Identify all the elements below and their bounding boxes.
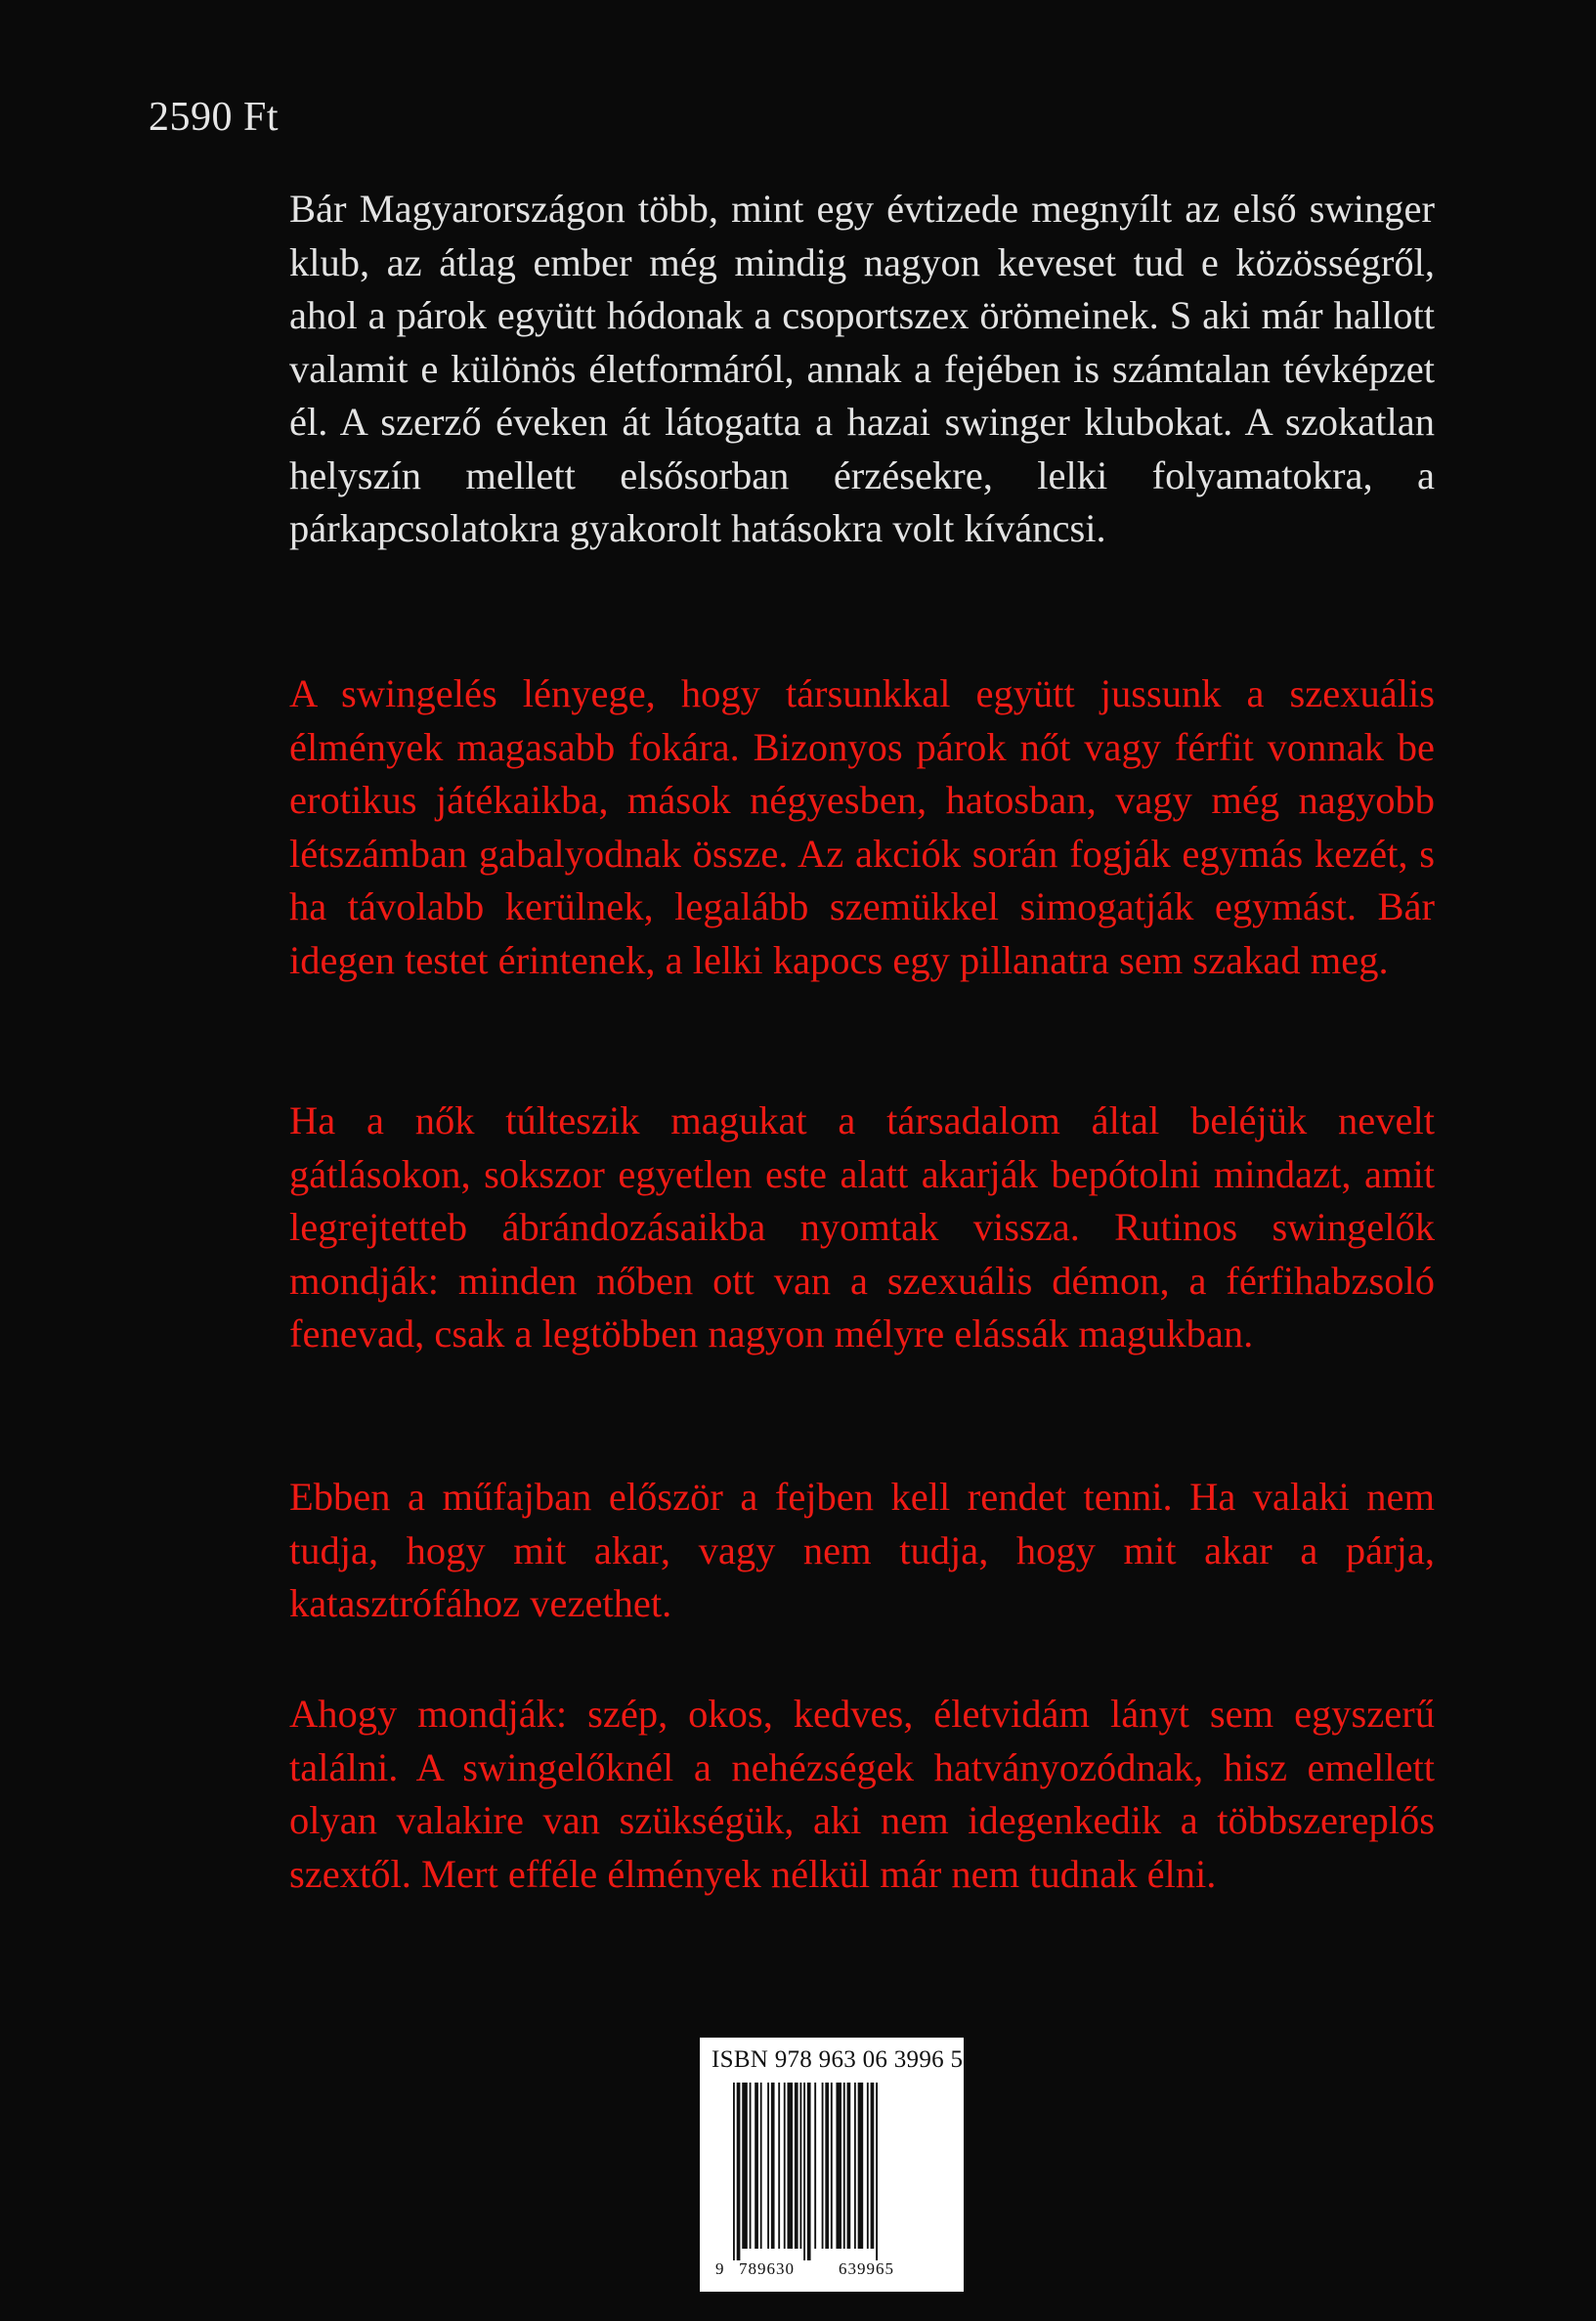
barcode-bar — [825, 2083, 829, 2249]
barcode-bar — [778, 2083, 780, 2249]
barcode-bar — [871, 2083, 875, 2249]
barcode-bar — [803, 2083, 805, 2260]
isbn-barcode-box — [700, 2038, 964, 2292]
barcode-digits-right: 639965 — [839, 2259, 894, 2278]
barcode-bar — [836, 2083, 841, 2249]
blurb-paragraph-3: Ebben a műfajban először a fejben kell rendet tenni. Ha valaki nem tudja, hogy mit akar, vagy nem tudja, hogy mit akar a párja, katasztrófához vezethet. — [289, 1475, 1435, 1625]
barcode-bar — [788, 2083, 794, 2249]
barcode-bar — [784, 2083, 786, 2249]
barcode-bar — [750, 2083, 752, 2249]
barcode-graphic — [712, 2083, 952, 2278]
barcode-bar — [795, 2083, 798, 2249]
barcode-bar — [760, 2083, 762, 2249]
barcode-bar — [831, 2083, 833, 2249]
barcode-bar — [767, 2083, 769, 2249]
barcode-bar — [854, 2083, 856, 2249]
barcode-bar — [876, 2083, 878, 2260]
barcode-bar — [858, 2083, 864, 2249]
barcode-bar — [822, 2083, 824, 2249]
barcode-digits-mid: 789630 — [739, 2259, 795, 2278]
barcode-digit-left: 9 — [715, 2259, 724, 2278]
barcode-bar — [807, 2083, 811, 2260]
barcode-bar — [771, 2083, 775, 2249]
barcode-bar — [799, 2083, 801, 2249]
barcode-bar — [843, 2083, 845, 2249]
barcode-bar — [733, 2083, 735, 2260]
barcode-bar — [737, 2083, 741, 2260]
price-label: 2590 Ft — [149, 95, 280, 140]
barcode-bar — [867, 2083, 869, 2249]
barcode-bar — [847, 2083, 851, 2249]
barcode-bar — [814, 2083, 816, 2249]
blurb-paragraph-4: Ahogy mondják: szép, okos, kedves, életvidám lányt sem egyszerű találni. A swingelőknél a nehézségek hatványozódnak, hisz emellett olyan valakire van szükségük, aki nem idegenkedik a többszereplős szextől. Mert efféle élmények nélkül már nem tudnak élni. — [289, 1692, 1435, 1896]
blurb-paragraph-2: Ha a nők túlteszik magukat a társadalom által beléjük nevelt gátlásokon, sokszor egyetlen este alatt akarják bepótolni mindazt, amit legrejtetteb ábrándozásaikba nyomtak vissza. Rutinos swingelők mondják: minden nőben ott van a szexuális démon, a férfihabzsoló fenevad, csak a legtöbben nagyon mélyre elássák magukban. — [289, 1098, 1435, 1355]
barcode-bar — [742, 2083, 748, 2249]
isbn-label: ISBN 978 963 06 3996 5 — [712, 2046, 964, 2073]
barcode-bar — [755, 2083, 758, 2249]
intro-paragraph: Bár Magyarországon több, mint egy évtizede megnyílt az első swinger klub, az átlag ember még mindig nagyon keveset tud e közösségről, ahol a párok együtt hódonak a csoportszex örömeinek. S aki már hallott valamit e különös életformáról, annak a fejében is számtalan tévképzet él. A szerző éveken át látogatta a hazai swinger klubokat. A szokatlan helyszín mellett elsősorban érzésekre, lelki folyamatokra, a párkapcsolatokra gyakorolt hatásokra volt kíváncsi. — [289, 187, 1435, 550]
blurb-paragraph-1: A swingelés lényege, hogy társunkkal együtt jussunk a szexuális élmények magasabb fokára. Bizonyos párok nőt vagy férfit vonnak be erotikus játékaikba, mások négyesben, hatosban, vagy még nagyobb létszámban gabalyodnak össze. Az akciók során fogják egymás kezét, s ha távolabb kerülnek, legalább szemükkel simogatják egymást. Bár idegen testet érintenek, a lelki kapocs egy pillanatra sem szakad meg. — [289, 671, 1435, 982]
